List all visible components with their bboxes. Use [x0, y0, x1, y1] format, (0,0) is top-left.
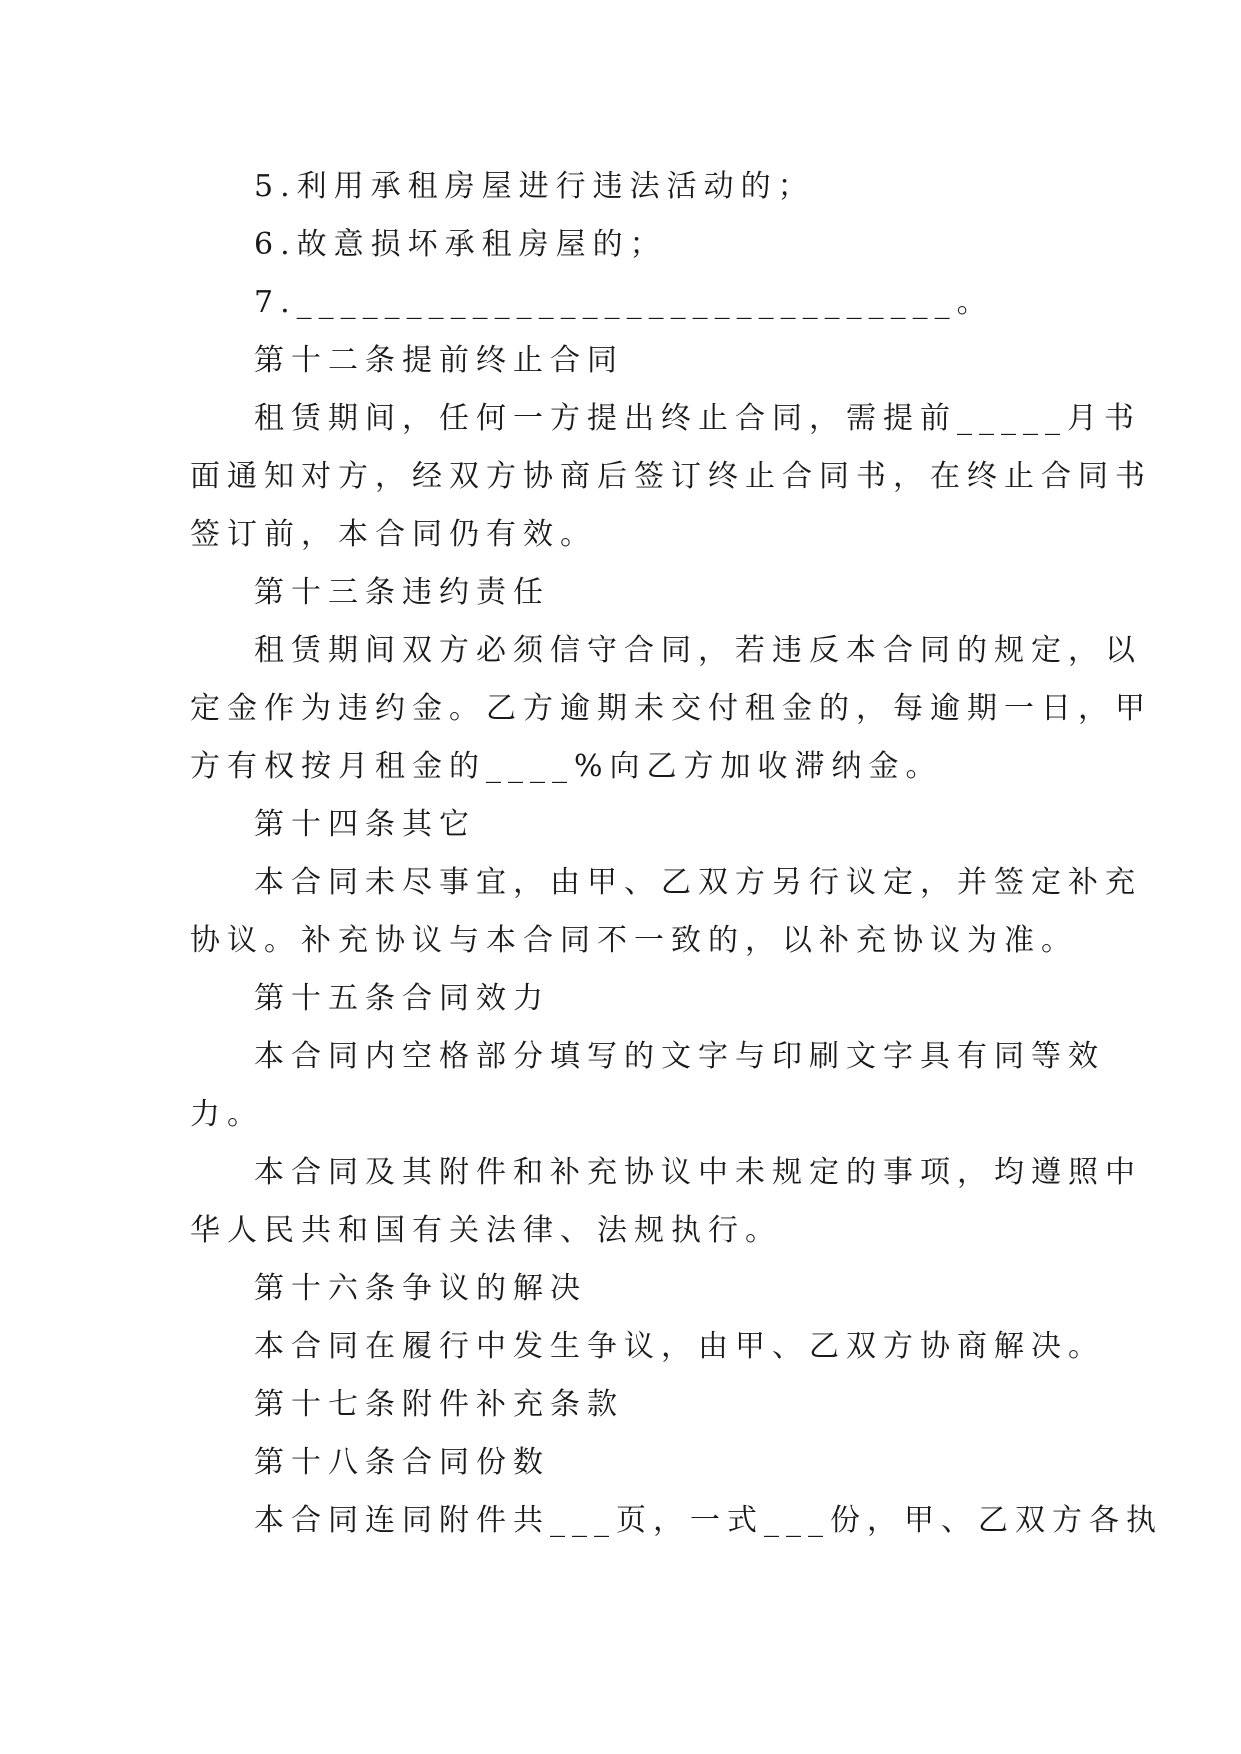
article-14-heading: 第十四条其它	[254, 807, 476, 842]
article-15-text-line-2: 力。	[190, 1097, 264, 1132]
clause-item-5: 5.利用承租房屋进行违法活动的；	[254, 169, 815, 204]
article-18-text-line-1: 本合同连同附件共___页，一式___份，甲、乙双方各执	[254, 1503, 1163, 1538]
article-13-heading: 第十三条违约责任	[254, 575, 550, 610]
article-15-text-line-1: 本合同内空格部分填写的文字与印刷文字具有同等效	[254, 1039, 1105, 1074]
article-13-text-line-3: 方有权按月租金的____%向乙方加收滞纳金。	[190, 749, 943, 784]
article-15-heading: 第十五条合同效力	[254, 981, 550, 1016]
article-16-text-line-1: 本合同在履行中发生争议，由甲、乙双方协商解决。	[254, 1329, 1105, 1364]
clause-item-7: 7.______________________________。	[254, 285, 994, 320]
article-13-text-line-1: 租赁期间双方必须信守合同，若违反本合同的规定，以	[254, 633, 1142, 668]
article-16-heading: 第十六条争议的解决	[254, 1271, 587, 1306]
clause-item-6: 6.故意损坏承租房屋的；	[254, 227, 667, 262]
article-15-text-line-4: 华人民共和国有关法律、法规执行。	[190, 1213, 782, 1248]
article-13-text-line-2: 定金作为违约金。乙方逾期未交付租金的，每逾期一日，甲	[190, 691, 1152, 726]
article-12-text-line-1: 租赁期间，任何一方提出终止合同，需提前_____月书	[254, 401, 1141, 436]
article-18-heading: 第十八条合同份数	[254, 1445, 550, 1480]
article-14-text-line-2: 协议。补充协议与本合同不一致的，以补充协议为准。	[190, 923, 1078, 958]
contract-text-body	[190, 158, 1163, 1550]
article-12-text-line-3: 签订前，本合同仍有效。	[190, 517, 597, 552]
article-17-heading: 第十七条附件补充条款	[254, 1387, 624, 1422]
article-12-text-line-2: 面通知对方，经双方协商后签订终止合同书，在终止合同书	[190, 459, 1152, 494]
article-12-heading: 第十二条提前终止合同	[254, 343, 624, 378]
article-14-text-line-1: 本合同未尽事宜，由甲、乙双方另行议定，并签定补充	[254, 865, 1142, 900]
article-15-text-line-3: 本合同及其附件和补充协议中未规定的事项，均遵照中	[254, 1155, 1142, 1190]
